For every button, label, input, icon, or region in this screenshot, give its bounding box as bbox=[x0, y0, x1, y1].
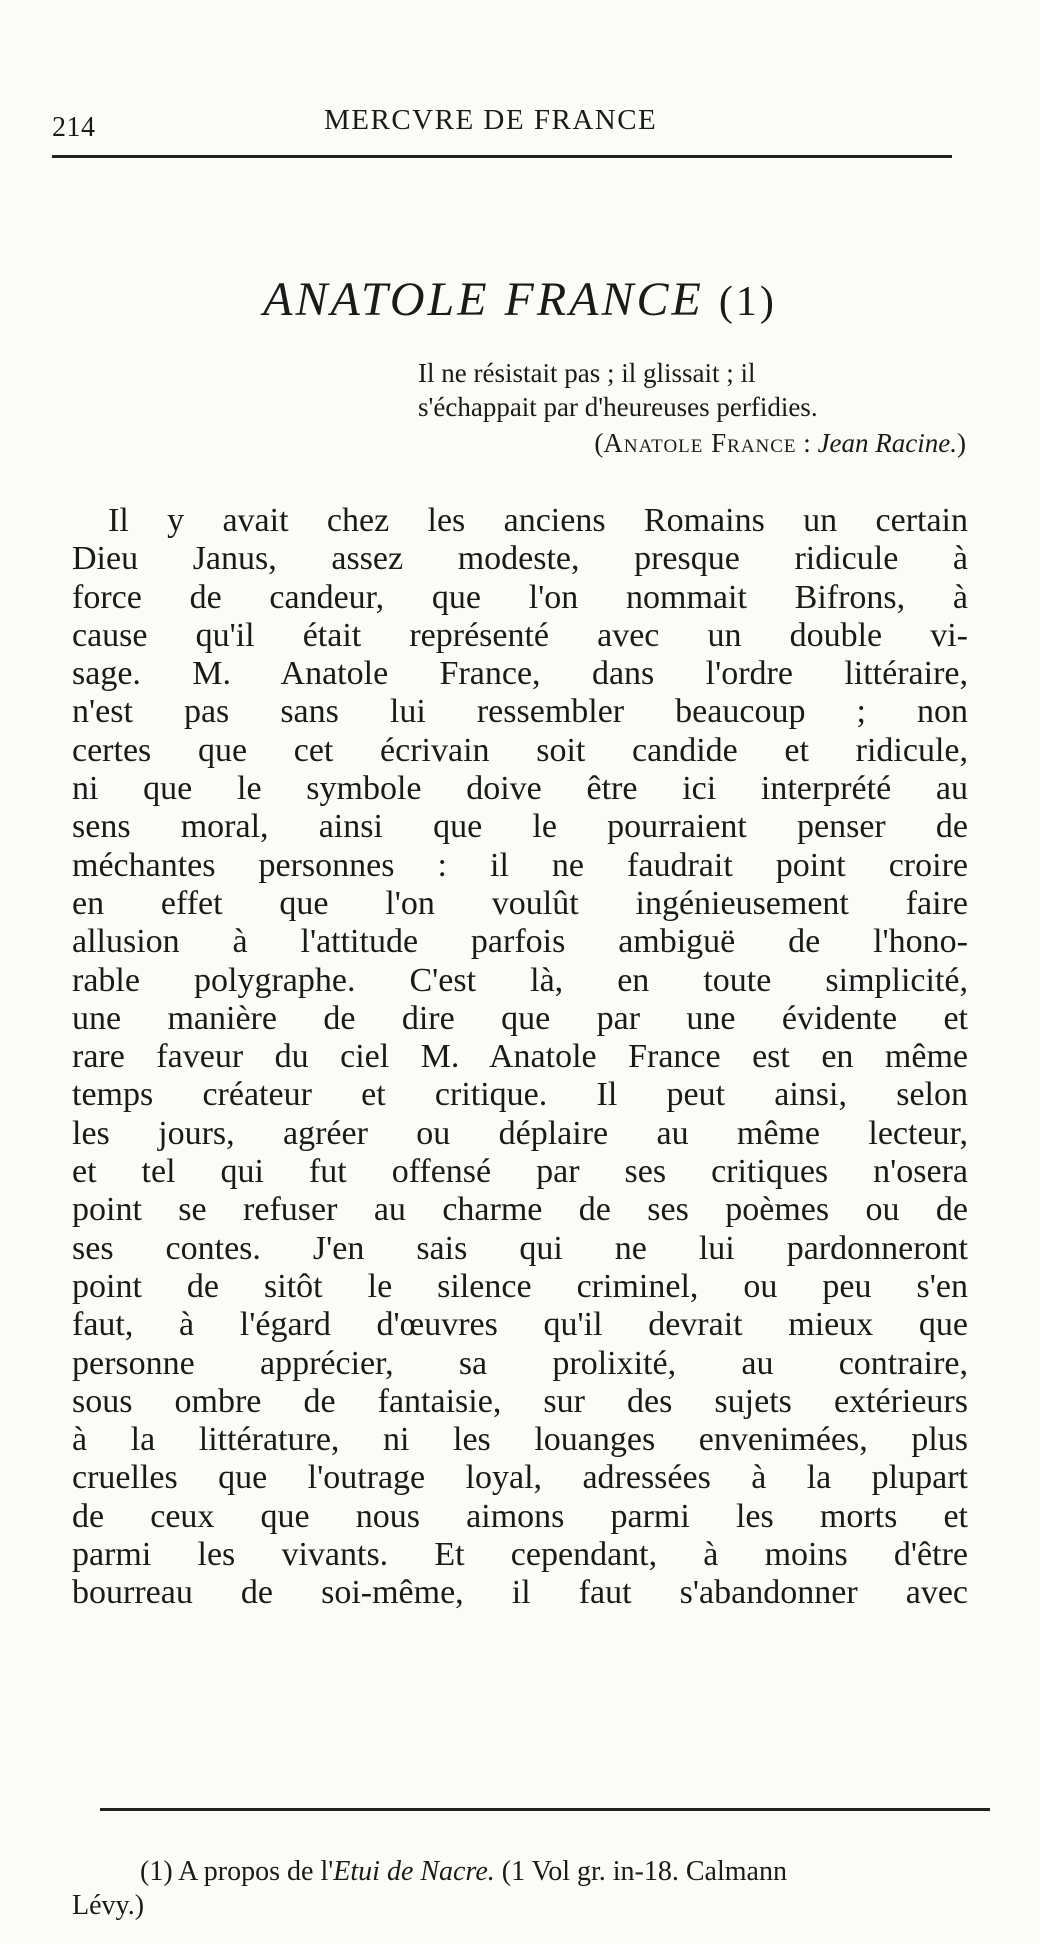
body-line: de ceux que nous aimons parmi les morts et bbox=[72, 1497, 968, 1535]
body-line: en effet que l'on voulût ingénieusement faire bbox=[72, 884, 968, 922]
body-line: cause qu'il était représenté avec un double vi- bbox=[72, 616, 968, 654]
body-line: les jours, agréer ou déplaire au même lecteur, bbox=[72, 1114, 968, 1152]
body-text bbox=[72, 502, 968, 1613]
body-line: sens moral, ainsi que le pourraient penser de bbox=[72, 808, 968, 846]
epigraph-source: (Anatole France : Jean Racine.) bbox=[594, 428, 966, 458]
body-line: point de sitôt le silence criminel, ou peu s'en bbox=[72, 1267, 968, 1305]
body-line: sous ombre de fantaisie, sur des sujets extérieurs bbox=[72, 1382, 968, 1420]
body-line: méchantes personnes : il ne faudrait point croire bbox=[72, 846, 968, 884]
body-line: bourreau de soi-même, il faut s'abandonner avec bbox=[72, 1574, 968, 1612]
body-line: Il y avait chez les anciens Romains un certain bbox=[108, 502, 968, 539]
epigraph-work: Jean Racine. bbox=[817, 428, 957, 458]
page-number: 214 bbox=[52, 112, 96, 143]
footnote-rule bbox=[100, 1808, 990, 1811]
footnote-text-after: (1 Vol gr. in-18. Calmann bbox=[494, 1856, 787, 1887]
footnote-text-before: A propos de l' bbox=[178, 1856, 334, 1887]
body-line: parmi les vivants. Et cependant, à moins d'être bbox=[72, 1536, 968, 1574]
body-line: certes que cet écrivain soit candide et ridicule, bbox=[72, 731, 968, 769]
body-line: à la littérature, ni les louanges envenimées, plus bbox=[72, 1421, 968, 1459]
body-line: ses contes. J'en sais qui ne lui pardonneront bbox=[72, 1229, 968, 1267]
body-line: allusion à l'attitude parfois ambiguë de l'hono- bbox=[72, 923, 968, 961]
body-line: cruelles que l'outrage loyal, adressées à la plupart bbox=[72, 1459, 968, 1497]
body-line: temps créateur et critique. Il peut ainsi, selon bbox=[72, 1076, 968, 1114]
footnote-marker: (1) bbox=[140, 1856, 173, 1887]
body-line: personne apprécier, sa prolixité, au contraire, bbox=[72, 1344, 968, 1382]
journal-title: MERCVRE DE FRANCE bbox=[324, 104, 658, 136]
header-rule bbox=[52, 155, 952, 158]
body-line: rable polygraphe. C'est là, en toute simplicité, bbox=[72, 961, 968, 999]
article-title-text: ANATOLE FRANCE bbox=[263, 273, 704, 326]
body-line: rare faveur du ciel M. Anatole France est en même bbox=[72, 1038, 968, 1076]
body-line: et tel qui fut offensé par ses critiques n'osera bbox=[72, 1153, 968, 1191]
running-head bbox=[52, 104, 952, 148]
title-footnote-ref: (1) bbox=[718, 279, 777, 325]
footnote-work: Etui de Nacre. bbox=[333, 1856, 495, 1887]
body-line: Dieu Janus, assez modeste, presque ridicule à bbox=[72, 540, 968, 578]
epigraph-author: Anatole France bbox=[603, 428, 797, 458]
body-line: point se refuser au charme de ses poèmes ou de bbox=[72, 1191, 968, 1229]
epigraph-line: Il ne résistait pas ; il glissait ; il bbox=[418, 358, 756, 388]
epigraph bbox=[418, 356, 966, 460]
footnote-line: Lévy.) bbox=[72, 1890, 145, 1921]
footnote bbox=[72, 1855, 1002, 1923]
epigraph-line: s'échappait par d'heureuses perfidies. bbox=[418, 392, 818, 422]
body-line: faut, à l'égard d'œuvres qu'il devrait mieux que bbox=[72, 1306, 968, 1344]
body-line: une manière de dire que par une évidente et bbox=[72, 999, 968, 1037]
body-line: ni que le symbole doive être ici interprété au bbox=[72, 770, 968, 808]
body-line: force de candeur, que l'on nommait Bifrons, à bbox=[72, 578, 968, 616]
footnote-line bbox=[72, 1855, 1002, 1889]
body-line: sage. M. Anatole France, dans l'ordre littéraire, bbox=[72, 655, 968, 693]
body-line: n'est pas sans lui ressembler beaucoup ; non bbox=[72, 693, 968, 731]
article-title bbox=[0, 272, 1040, 327]
